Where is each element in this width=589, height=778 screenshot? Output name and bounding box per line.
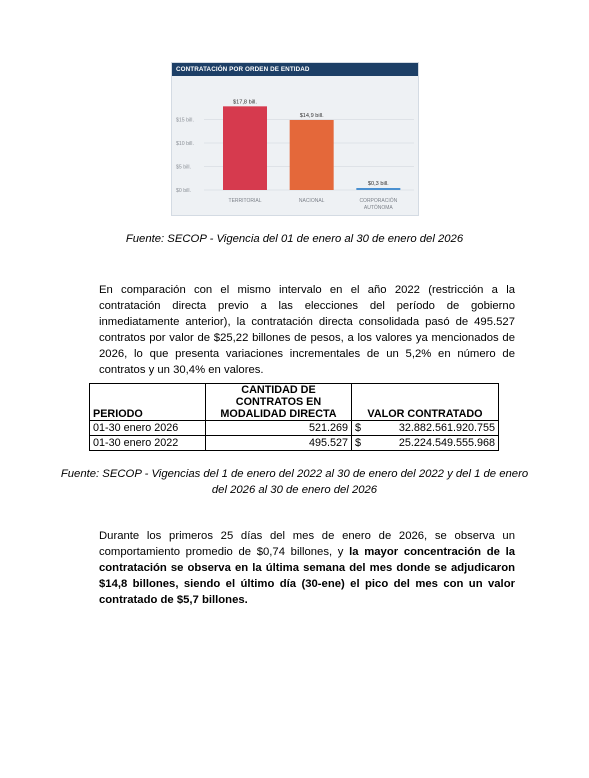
comparison-paragraph: En comparación con el mismo intervalo en el año 2022 (restricción a la contratación directa previo a las elecciones del período de gobierno inmediatamente anterior), la contratación directa consolidada pasó de 495.527 contratos por valor de $25,22 billones de pesos, a los valores ya mencionados de 2026, lo que presenta variaciones incrementales de un 5,2% en número de contratos y un 30,4% en valores. xyxy=(99,284,515,376)
currency-symbol: $ xyxy=(355,437,362,449)
chart-container xyxy=(171,62,419,216)
chart-source-caption: Fuente: SECOP - Vigencia del 01 de enero al 30 de enero del 2026 xyxy=(125,233,464,245)
row-value: 32.882.561.920.755 xyxy=(398,422,495,434)
data-label: $14,9 bill. xyxy=(299,112,324,119)
row-value-cell xyxy=(352,421,499,436)
x-tick-label: NACIONAL xyxy=(298,198,325,204)
y-tick-label: $10 bill. xyxy=(176,141,194,147)
bar-chart xyxy=(172,76,418,215)
currency-symbol: $ xyxy=(355,422,362,434)
x-tick-label: AUTÓNOMA xyxy=(363,205,393,211)
row-value-cell xyxy=(352,436,499,451)
table-source-caption: Fuente: SECOP - Vigencias del 1 de enero del 2022 al 30 de enero del 2022 y del 1 de enero del 2026 al 30 de enero del 2026 xyxy=(60,468,529,496)
row-period: 01-30 enero 2026 xyxy=(90,421,206,436)
header-value: VALOR CONTRATADO xyxy=(352,384,499,421)
x-tick-label: CORPORACIÓN xyxy=(359,198,398,204)
table-row xyxy=(90,436,499,451)
data-label: $17,8 bill. xyxy=(233,99,257,106)
row-count: 495.527 xyxy=(206,436,352,451)
row-period: 01-30 enero 2022 xyxy=(90,436,206,451)
data-label: $0,3 bill. xyxy=(367,181,389,187)
header-count: CANTIDAD DE CONTRATOS EN MODALIDAD DIRECTA xyxy=(206,384,352,421)
header-period: PERIODO xyxy=(90,384,206,421)
contracts-table xyxy=(89,383,499,451)
y-tick-label: $15 bill. xyxy=(176,117,194,124)
summary-paragraph xyxy=(99,528,515,608)
row-count: 521.269 xyxy=(206,421,352,436)
bar xyxy=(290,120,334,190)
table-row xyxy=(90,421,499,436)
bar xyxy=(223,106,267,190)
chart-title: CONTRATACIÓN POR ORDEN DE ENTIDAD xyxy=(172,63,418,76)
row-value: 25.224.549.555.968 xyxy=(398,437,495,449)
y-tick-label: $5 bill. xyxy=(176,164,191,171)
x-tick-label: TERRITORIAL xyxy=(228,198,262,204)
summary-text: Durante los primeros 25 días del mes de enero de 2026, se observa un comportamiento promedio de $0,74 billones, y xyxy=(99,530,515,558)
summary-highlight: la mayor concentración de la contratación se observa en la última semana del mes donde se adjudicaron $14,8 billones, siendo el último día (30-ene) el pico del mes con un valor contratado de $5,7 billones. xyxy=(99,546,516,606)
y-tick-label: $0 bill. xyxy=(176,188,191,194)
bar xyxy=(356,188,400,190)
table-header-row xyxy=(90,384,499,421)
